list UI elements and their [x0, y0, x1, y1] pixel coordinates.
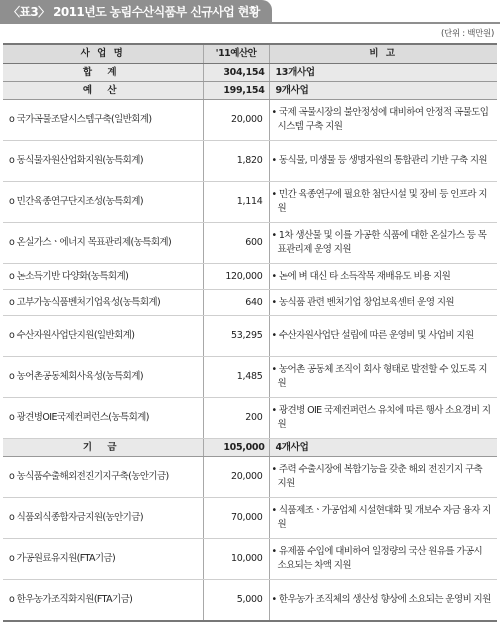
- budget-amount: 600: [203, 223, 269, 264]
- budget-amount: 5,000: [203, 580, 269, 622]
- table-title: 〈표3〉 2011년도 농림수산식품부 신규사업 현황: [8, 5, 260, 19]
- remarks: • 수산자원사업단 설립에 따른 운영비 및 사업비 지원: [269, 316, 497, 357]
- project-name: o 한우농가조직화지원(FTA기금): [3, 580, 203, 622]
- project-name: o 국가곡물조달시스템구축(일반회계): [3, 100, 203, 141]
- project-name: o 수산자원사업단지원(일반회계): [3, 316, 203, 357]
- remarks: • 광견병 OIE 국제컨퍼런스 유치에 따른 행사 소요경비 지원: [269, 398, 497, 439]
- header-remarks: 비 고: [269, 44, 497, 64]
- table-row: [3, 498, 497, 539]
- table-row: [3, 316, 497, 357]
- project-name: o 농식품수출해외전진기지구축(농안기금): [3, 457, 203, 498]
- budget-amount: 640: [203, 290, 269, 316]
- unit-note: (단위 : 백만원): [441, 29, 494, 39]
- section-amount: 199,154: [203, 82, 269, 100]
- total-amount: 304,154: [203, 64, 269, 82]
- budget-amount: 200: [203, 398, 269, 439]
- budget-amount: 53,295: [203, 316, 269, 357]
- table-row: [3, 182, 497, 223]
- header-row: [3, 44, 497, 64]
- remarks: • 1차 생산물 및 이를 가공한 식품에 대한 온실가스 등 목표관리제 운영 지원: [269, 223, 497, 264]
- table-title-bar: [0, 0, 500, 24]
- table-row: [3, 580, 497, 622]
- section-row: [3, 82, 497, 100]
- section-note: 9개사업: [269, 82, 497, 100]
- project-name: o 동식물자원산업화지원(농특회계): [3, 141, 203, 182]
- remarks: • 한우농가 조직체의 생산성 향상에 소요되는 운영비 지원: [269, 580, 497, 622]
- section-label: 예 산: [3, 82, 203, 100]
- project-name: o 고부가농식품벤처기업육성(농특회계): [3, 290, 203, 316]
- table-row: [3, 357, 497, 398]
- table-row: [3, 264, 497, 290]
- project-name: o 농어촌공동체회사육성(농특회계): [3, 357, 203, 398]
- budget-amount: 1,485: [203, 357, 269, 398]
- header-project-name: 사 업 명: [3, 44, 203, 64]
- budget-amount: 20,000: [203, 457, 269, 498]
- table-row: [3, 141, 497, 182]
- table-row: [3, 290, 497, 316]
- project-name: o 식품외식종합자금지원(농안기금): [3, 498, 203, 539]
- budget-amount: 1,114: [203, 182, 269, 223]
- project-name: o 민간육종연구단지조성(농특회계): [3, 182, 203, 223]
- project-name: o 온실가스ㆍ에너지 목표관리제(농특회계): [3, 223, 203, 264]
- budget-amount: 10,000: [203, 539, 269, 580]
- budget-amount: 120,000: [203, 264, 269, 290]
- remarks: • 국제 곡물시장의 불안정성에 대비하여 안정적 곡물도입시스템 구축 지원: [269, 100, 497, 141]
- project-name: o 논소득기반 다양화(농특회계): [3, 264, 203, 290]
- total-row: [3, 64, 497, 82]
- section-note: 4개사업: [269, 439, 497, 457]
- budget-amount: 20,000: [203, 100, 269, 141]
- header-budget: '11예산안: [203, 44, 269, 64]
- budget-amount: 1,820: [203, 141, 269, 182]
- table-row: [3, 100, 497, 141]
- project-name: o 광견병OIE국제컨퍼런스(농특회계): [3, 398, 203, 439]
- new-projects-table: [3, 43, 497, 622]
- remarks: • 주력 수출시장에 복합기능을 갖춘 해외 전진기지 구축 지원: [269, 457, 497, 498]
- section-label: 기 금: [3, 439, 203, 457]
- project-name: o 가공원료유지원(FTA기금): [3, 539, 203, 580]
- section-amount: 105,000: [203, 439, 269, 457]
- remarks: • 식품제조ㆍ가공업체 시설현대화 및 개보수 자금 융자 지원: [269, 498, 497, 539]
- table-row: [3, 398, 497, 439]
- total-label: 합 계: [3, 64, 203, 82]
- budget-amount: 70,000: [203, 498, 269, 539]
- table-body: [3, 44, 497, 621]
- remarks: • 농어촌 공동체 조직이 회사 형태로 발전할 수 있도록 지원: [269, 357, 497, 398]
- remarks: • 동식물, 미생물 등 생명자원의 통합관리 기반 구축 지원: [269, 141, 497, 182]
- section-row: [3, 439, 497, 457]
- remarks: • 유제품 수입에 대비하여 일정량의 국산 원유를 가공시 소요되는 차액 지원: [269, 539, 497, 580]
- table-row: [3, 223, 497, 264]
- title-underline: [0, 22, 500, 24]
- table-row: [3, 539, 497, 580]
- remarks: • 민간 육종연구에 필요한 첨단시설 및 장비 등 인프라 지원: [269, 182, 497, 223]
- total-note: 13개사업: [269, 64, 497, 82]
- remarks: • 농식품 관련 벤처기업 창업보육센터 운영 지원: [269, 290, 497, 316]
- table-row: [3, 457, 497, 498]
- remarks: • 논에 벼 대신 타 소득작목 재배유도 비용 지원: [269, 264, 497, 290]
